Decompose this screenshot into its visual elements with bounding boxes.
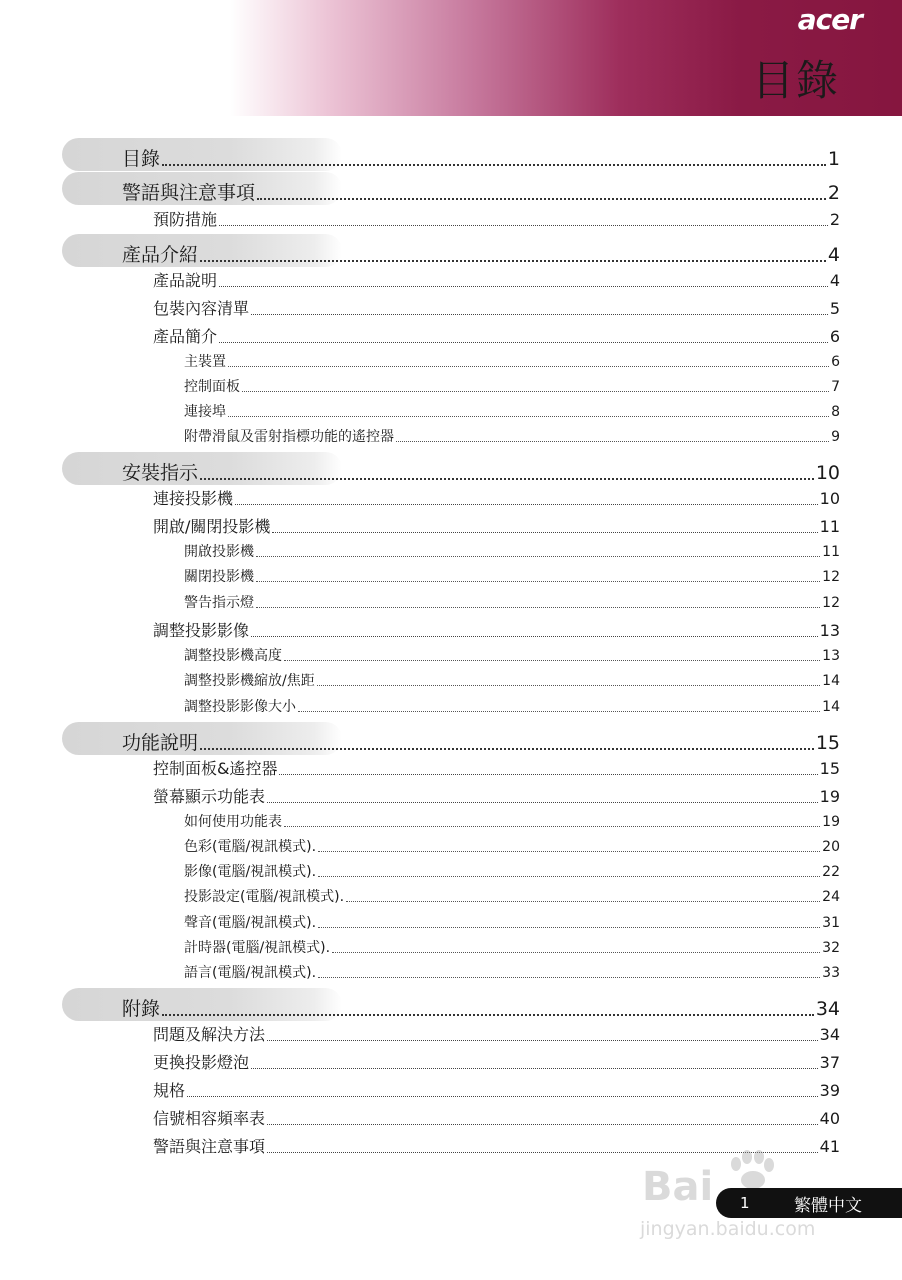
dot-leader bbox=[251, 314, 828, 315]
toc-entry-page: 37 bbox=[819, 1053, 840, 1072]
toc-entry-section[interactable] bbox=[122, 728, 840, 755]
dot-leader bbox=[267, 1152, 818, 1153]
toc-entry-title: 控制面板 bbox=[184, 379, 240, 395]
toc-entry-page: 40 bbox=[819, 1109, 840, 1128]
dot-leader bbox=[284, 660, 820, 661]
dot-leader bbox=[251, 1068, 818, 1069]
toc-entry-item[interactable] bbox=[184, 645, 840, 665]
toc-entry-page: 2 bbox=[827, 182, 840, 204]
toc-entry-title: 更換投影燈泡 bbox=[153, 1053, 250, 1072]
toc-entry-title: 計時器(電腦/視訊模式). bbox=[184, 940, 331, 956]
dot-leader bbox=[318, 927, 820, 928]
toc-entry-section[interactable] bbox=[122, 240, 840, 267]
dot-leader bbox=[219, 225, 828, 226]
dot-leader bbox=[200, 748, 814, 750]
toc-entry-title: 產品簡介 bbox=[153, 327, 218, 346]
toc-entry-page: 39 bbox=[819, 1081, 840, 1100]
dot-leader bbox=[219, 342, 828, 343]
dot-leader bbox=[267, 802, 818, 803]
toc-entry-section[interactable] bbox=[122, 144, 840, 171]
toc-entry-page: 41 bbox=[819, 1137, 840, 1156]
toc-entry-title: 螢幕顯示功能表 bbox=[153, 787, 266, 806]
toc-entry-page: 14 bbox=[822, 673, 840, 689]
dot-leader bbox=[187, 1096, 818, 1097]
toc-entry-page: 15 bbox=[815, 732, 840, 754]
toc-entry-title: 預防措施 bbox=[153, 210, 218, 229]
language-label: 繁體中文 bbox=[794, 1195, 862, 1216]
dot-leader bbox=[228, 366, 829, 367]
toc-entry-title: 功能說明 bbox=[122, 732, 199, 754]
toc-entry-item[interactable] bbox=[184, 886, 840, 906]
toc-entry-item[interactable] bbox=[184, 401, 840, 421]
toc-entry-page: 11 bbox=[822, 544, 840, 560]
toc-entry-page: 34 bbox=[819, 1025, 840, 1044]
dot-leader bbox=[200, 478, 814, 480]
page-number: 1 bbox=[740, 1194, 750, 1212]
toc-entry-page: 19 bbox=[822, 814, 840, 830]
toc-entry-page: 19 bbox=[819, 787, 840, 806]
toc-entry-page: 4 bbox=[827, 244, 840, 266]
toc-entry-subsection[interactable] bbox=[153, 486, 840, 509]
toc-entry-page: 13 bbox=[822, 648, 840, 664]
dot-leader bbox=[346, 901, 820, 902]
toc-entry-page: 4 bbox=[829, 271, 840, 290]
toc-entry-title: 附錄 bbox=[122, 998, 161, 1020]
toc-entry-page: 32 bbox=[822, 940, 840, 956]
dot-leader bbox=[272, 532, 817, 533]
toc-entry-subsection[interactable] bbox=[153, 1134, 840, 1157]
toc-entry-title: 目錄 bbox=[122, 148, 161, 170]
toc-entry-title: 影像(電腦/視訊模式). bbox=[184, 864, 317, 880]
toc-entry-page: 1 bbox=[827, 148, 840, 170]
dot-leader bbox=[200, 260, 826, 262]
toc-entry-item[interactable] bbox=[184, 426, 840, 446]
toc-entry-page: 9 bbox=[831, 429, 840, 445]
toc-entry-title: 連接埠 bbox=[184, 404, 226, 420]
toc-entry-section[interactable] bbox=[122, 994, 840, 1021]
toc-entry-item[interactable] bbox=[184, 836, 840, 856]
toc-entry-page: 11 bbox=[819, 517, 840, 536]
dot-leader bbox=[228, 416, 829, 417]
toc-entry-subsection[interactable] bbox=[153, 1022, 840, 1045]
dot-leader bbox=[396, 441, 829, 442]
toc-entry-page: 10 bbox=[819, 489, 840, 508]
toc-entry-title: 警告指示燈 bbox=[184, 595, 254, 611]
toc-entry-item[interactable] bbox=[184, 670, 840, 690]
toc-entry-page: 34 bbox=[815, 998, 840, 1020]
toc-entry-page: 33 bbox=[822, 965, 840, 981]
toc-entry-title: 連接投影機 bbox=[153, 489, 234, 508]
dot-leader bbox=[317, 685, 820, 686]
toc-entry-title: 規格 bbox=[153, 1081, 186, 1100]
toc-entry-page: 31 bbox=[822, 915, 840, 931]
toc-entry-item[interactable] bbox=[184, 566, 840, 586]
toc-entry-page: 5 bbox=[829, 299, 840, 318]
dot-leader bbox=[318, 977, 820, 978]
dot-leader bbox=[318, 876, 820, 877]
toc-entry-page: 14 bbox=[822, 699, 840, 715]
toc-entry-page: 6 bbox=[831, 354, 840, 370]
toc-entry-title: 調整投影機高度 bbox=[184, 648, 282, 664]
dot-leader bbox=[267, 1040, 818, 1041]
toc-entry-item[interactable] bbox=[184, 696, 840, 716]
dot-leader bbox=[257, 198, 826, 200]
toc-entry-title: 警語與注意事項 bbox=[153, 1137, 266, 1156]
toc-entry-title: 安裝指示 bbox=[122, 462, 199, 484]
toc-entry-title: 色彩(電腦/視訊模式). bbox=[184, 839, 317, 855]
toc-entry-item[interactable] bbox=[184, 351, 840, 371]
toc-entry-page: 12 bbox=[822, 569, 840, 585]
toc-entry-section[interactable] bbox=[122, 458, 840, 485]
toc-entry-title: 包裝內容清單 bbox=[153, 299, 250, 318]
toc-entry-item[interactable] bbox=[184, 541, 840, 561]
toc-entry-title: 調整投影機縮放/焦距 bbox=[184, 673, 315, 689]
toc-entry-page: 15 bbox=[819, 759, 840, 778]
dot-leader bbox=[242, 391, 829, 392]
dot-leader bbox=[256, 607, 820, 608]
dot-leader bbox=[284, 826, 820, 827]
toc-entry-title: 警語與注意事項 bbox=[122, 182, 256, 204]
toc-entry-title: 問題及解決方法 bbox=[153, 1025, 266, 1044]
toc-entry-subsection[interactable] bbox=[153, 324, 840, 347]
toc-entry-page: 8 bbox=[831, 404, 840, 420]
dot-leader bbox=[256, 581, 820, 582]
toc-entry-title: 如何使用功能表 bbox=[184, 814, 282, 830]
toc-entry-title: 主裝置 bbox=[184, 354, 226, 370]
toc-entry-title: 關閉投影機 bbox=[184, 569, 254, 585]
dot-leader bbox=[162, 1014, 814, 1016]
toc-entry-page: 6 bbox=[829, 327, 840, 346]
toc-entry-page: 10 bbox=[815, 462, 840, 484]
toc-entry-item[interactable] bbox=[184, 861, 840, 881]
toc-entry-subsection[interactable] bbox=[153, 756, 840, 779]
dot-leader bbox=[256, 556, 820, 557]
toc-entry-item[interactable] bbox=[184, 592, 840, 612]
toc-entry-subsection[interactable] bbox=[153, 514, 840, 537]
toc-entry-item[interactable] bbox=[184, 937, 840, 957]
dot-leader bbox=[267, 1124, 818, 1125]
toc-entry-title: 調整投影影像 bbox=[153, 621, 250, 640]
toc-entry-title: 附帶滑鼠及雷射指標功能的遙控器 bbox=[184, 429, 394, 445]
page-header bbox=[0, 0, 902, 116]
toc-entry-page: 24 bbox=[822, 889, 840, 905]
toc-entry-subsection[interactable] bbox=[153, 1106, 840, 1129]
dot-leader bbox=[332, 952, 820, 953]
page-title: 目錄 bbox=[751, 56, 840, 105]
dot-leader bbox=[279, 774, 817, 775]
toc-entry-title: 信號相容頻率表 bbox=[153, 1109, 266, 1128]
dot-leader bbox=[318, 851, 820, 852]
toc-entry-page: 2 bbox=[829, 210, 840, 229]
toc-entry-section[interactable] bbox=[122, 178, 840, 205]
dot-leader bbox=[219, 286, 828, 287]
acer-logo: acer bbox=[797, 3, 862, 36]
toc-entry-item[interactable] bbox=[184, 912, 840, 932]
toc-entry-subsection[interactable] bbox=[153, 784, 840, 807]
dot-leader bbox=[251, 636, 818, 637]
toc-entry-page: 7 bbox=[831, 379, 840, 395]
toc-entry-item[interactable] bbox=[184, 376, 840, 396]
toc-entry-page: 22 bbox=[822, 864, 840, 880]
dot-leader bbox=[235, 504, 818, 505]
footer-bar bbox=[716, 1188, 902, 1218]
toc-entry-item[interactable] bbox=[184, 811, 840, 831]
watermark-url: jingyan.baidu.com bbox=[640, 1218, 816, 1240]
toc-entry-subsection[interactable] bbox=[153, 1078, 840, 1101]
watermark-text: Bai bbox=[642, 1164, 714, 1210]
toc-entry-subsection[interactable] bbox=[153, 1050, 840, 1073]
toc-entry-title: 調整投影影像大小 bbox=[184, 699, 296, 715]
toc-entry-subsection[interactable] bbox=[153, 618, 840, 641]
toc-entry-title: 產品介紹 bbox=[122, 244, 199, 266]
toc-entry-page: 20 bbox=[822, 839, 840, 855]
dot-leader bbox=[162, 164, 826, 166]
toc-entry-title: 聲音(電腦/視訊模式). bbox=[184, 915, 317, 931]
toc-entry-page: 12 bbox=[822, 595, 840, 611]
toc-entry-item[interactable] bbox=[184, 962, 840, 982]
toc-entry-subsection[interactable] bbox=[153, 268, 840, 291]
dot-leader bbox=[298, 711, 820, 712]
toc-entry-title: 語言(電腦/視訊模式). bbox=[184, 965, 317, 981]
toc-entry-title: 投影設定(電腦/視訊模式). bbox=[184, 889, 345, 905]
toc-entry-title: 產品說明 bbox=[153, 271, 218, 290]
toc-entry-subsection[interactable] bbox=[153, 296, 840, 319]
toc-entry-title: 開啟投影機 bbox=[184, 544, 254, 560]
toc-entry-title: 開啟/關閉投影機 bbox=[153, 517, 271, 536]
toc-entry-page: 13 bbox=[819, 621, 840, 640]
toc-entry-subsection[interactable] bbox=[153, 207, 840, 230]
toc-entry-title: 控制面板&遙控器 bbox=[153, 759, 278, 778]
